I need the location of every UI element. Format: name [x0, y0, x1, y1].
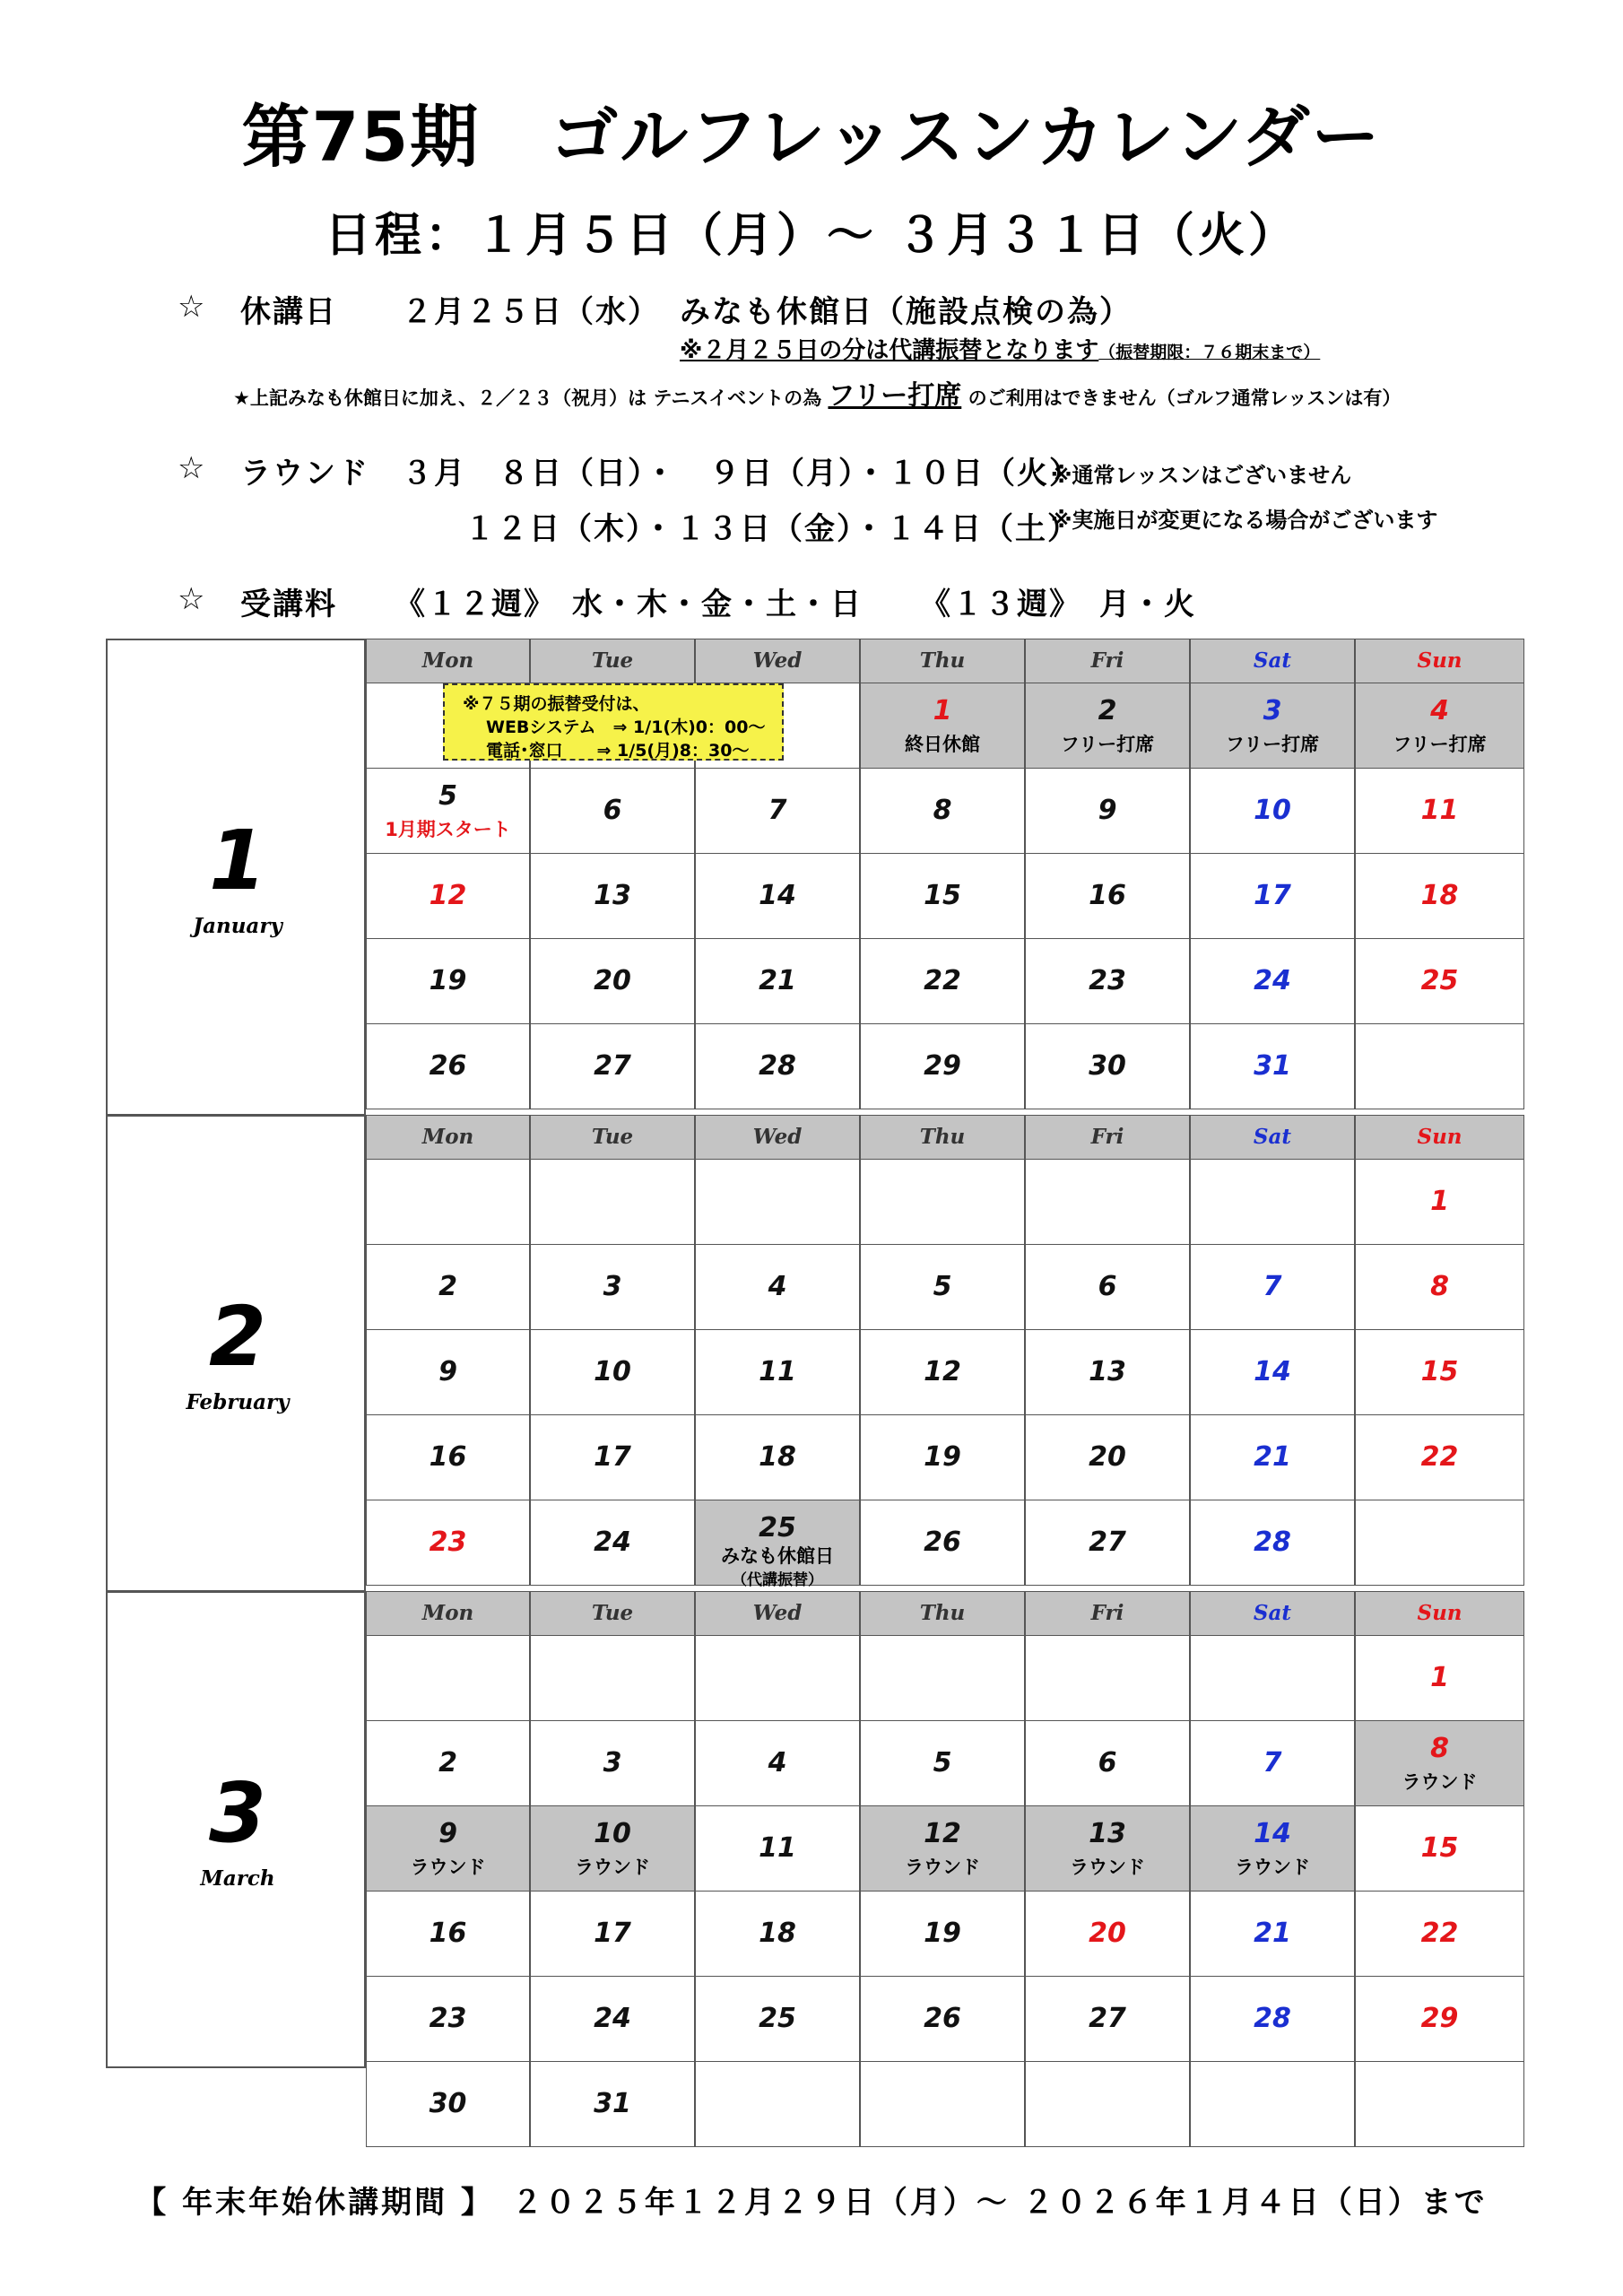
day-number: 2 — [438, 1271, 457, 1302]
day-number: 23 — [429, 1526, 467, 1558]
day-number: 24 — [1254, 965, 1291, 996]
day-note: フリー打席 — [1225, 734, 1320, 755]
notice-line-3: 電話･窓口 ⇒ 1/5(月)8：30～ — [486, 741, 750, 761]
day-number: 17 — [1254, 880, 1291, 911]
weekday-header: Mon — [366, 639, 530, 683]
day-number: 22 — [1420, 1918, 1459, 1949]
day-cell — [1025, 1805, 1190, 1892]
day-number: 25 — [759, 1512, 796, 1544]
day-cell — [1025, 1635, 1190, 1721]
day-cell — [1025, 1244, 1190, 1330]
day-cell — [695, 1635, 860, 1721]
month-block — [106, 1115, 1524, 1592]
day-number: 4 — [1430, 695, 1449, 726]
day-cell — [860, 1244, 1025, 1330]
weekday-header: Thu — [860, 639, 1025, 683]
weekday-header: Tue — [530, 639, 695, 683]
day-number: 20 — [1089, 1441, 1126, 1473]
day-cell — [530, 1635, 695, 1721]
day-cell — [1355, 1805, 1524, 1892]
holiday-note — [680, 332, 1320, 365]
day-number: 17 — [594, 1918, 631, 1949]
day-number: 25 — [759, 2003, 796, 2034]
day-number: 11 — [759, 1832, 796, 1864]
day-number: 6 — [1098, 1271, 1117, 1302]
day-number: 7 — [768, 795, 787, 826]
day-cell — [1190, 1159, 1355, 1245]
makeup-notice — [443, 683, 784, 761]
day-cell — [1025, 853, 1190, 939]
day-cell — [366, 1805, 530, 1892]
day-cell — [1355, 938, 1524, 1024]
day-cell — [530, 1891, 695, 1977]
weekday-header: Sun — [1355, 639, 1524, 683]
day-cell — [530, 1329, 695, 1415]
day-number: 6 — [603, 795, 622, 826]
day-number: 3 — [603, 1271, 622, 1302]
day-cell — [860, 1720, 1025, 1806]
day-cell — [695, 853, 860, 939]
day-number: 2 — [1098, 695, 1117, 726]
weekday-header: Sat — [1190, 1115, 1355, 1160]
day-number: 14 — [759, 880, 796, 911]
day-number: 17 — [594, 1441, 631, 1473]
day-number: 13 — [1089, 1818, 1126, 1849]
day-number: 1 — [933, 695, 952, 726]
day-number: 8 — [933, 795, 952, 826]
day-number: 28 — [759, 1050, 796, 1082]
weekday-header: Tue — [530, 1115, 695, 1160]
fee-12-weeks: 《１２週》 — [395, 587, 556, 622]
fee-13-days: 月・火 — [1099, 587, 1196, 622]
day-cell — [860, 1805, 1025, 1892]
day-number: 7 — [1263, 1271, 1282, 1302]
page-title: 第75期 ゴルフレッスンカレンダー — [241, 97, 1382, 177]
day-cell — [695, 1023, 860, 1109]
day-number: 29 — [924, 1050, 961, 1082]
holiday-note-main: ※２月２５日の分は代講振替となります — [680, 337, 1099, 364]
day-number: 13 — [1089, 1356, 1126, 1387]
weekday-header: Wed — [695, 1115, 860, 1160]
holiday-extra-post: のご利用はできません（ゴルフ通常レッスンは有） — [961, 387, 1402, 409]
weekday-header: Fri — [1025, 1115, 1190, 1160]
day-cell — [1190, 683, 1355, 769]
day-number: 19 — [429, 965, 467, 996]
round-dates-2: １２日（木）・１３日（金）・１４日（土） — [464, 511, 1080, 547]
day-number: 26 — [924, 2003, 961, 2034]
day-cell — [366, 1891, 530, 1977]
month-number: 1 — [208, 813, 266, 909]
day-cell — [530, 2061, 695, 2147]
day-number: 1 — [1430, 1662, 1449, 1693]
day-number: 5 — [933, 1747, 952, 1779]
day-cell — [695, 1720, 860, 1806]
day-cell — [1190, 1414, 1355, 1500]
weekday-header: Wed — [695, 639, 860, 683]
day-number: 18 — [1420, 880, 1459, 911]
day-cell — [366, 1023, 530, 1109]
day-number: 9 — [438, 1356, 457, 1387]
day-cell — [366, 1159, 530, 1245]
day-cell — [1025, 1720, 1190, 1806]
day-number: 28 — [1254, 1526, 1291, 1558]
day-number: 20 — [1089, 1918, 1126, 1949]
day-cell — [1355, 2061, 1524, 2147]
month-name: March — [200, 1866, 275, 1891]
day-number: 12 — [924, 1356, 961, 1387]
day-note: フリー打席 — [1393, 734, 1487, 755]
day-cell — [1355, 1023, 1524, 1109]
weekday-header: Sun — [1355, 1115, 1524, 1160]
day-number: 15 — [924, 880, 961, 911]
day-cell — [695, 1891, 860, 1977]
month-name: January — [193, 914, 282, 938]
day-cell — [1025, 1159, 1190, 1245]
day-number: 12 — [924, 1818, 961, 1849]
day-cell — [695, 1329, 860, 1415]
day-number: 10 — [594, 1818, 631, 1849]
day-number: 14 — [1254, 1356, 1291, 1387]
day-cell — [1355, 1976, 1524, 2062]
day-cell — [366, 1720, 530, 1806]
weekday-header: Thu — [860, 1115, 1025, 1160]
day-cell — [1190, 2061, 1355, 2147]
day-number: 29 — [1420, 2003, 1459, 2034]
day-cell — [860, 1891, 1025, 1977]
fee-12-days: 水・木・金・土・日 — [572, 587, 863, 622]
day-number: 20 — [594, 965, 631, 996]
day-cell — [860, 853, 1025, 939]
day-cell — [1355, 1635, 1524, 1721]
day-number: 6 — [1098, 1747, 1117, 1779]
day-number: 3 — [1263, 695, 1282, 726]
day-cell — [1355, 1720, 1524, 1806]
day-number: 16 — [1089, 880, 1126, 911]
day-number: 27 — [594, 1050, 631, 1082]
day-number: 5 — [933, 1271, 952, 1302]
holiday-date: ２月２５日（水） — [402, 294, 660, 330]
day-number: 18 — [759, 1918, 796, 1949]
day-number: 21 — [1254, 1441, 1291, 1473]
day-cell — [366, 1414, 530, 1500]
day-number: 21 — [759, 965, 796, 996]
day-cell — [1355, 768, 1524, 854]
day-cell — [1025, 683, 1190, 769]
day-cell — [1190, 768, 1355, 854]
day-number: 26 — [429, 1050, 467, 1082]
day-note: ラウンド — [410, 1857, 486, 1878]
day-number: 10 — [1254, 795, 1291, 826]
day-cell — [695, 1414, 860, 1500]
day-number: 13 — [594, 880, 631, 911]
day-number: 11 — [1420, 795, 1459, 826]
day-cell — [860, 938, 1025, 1024]
day-cell — [860, 1976, 1025, 2062]
day-cell — [366, 1244, 530, 1330]
day-cell — [695, 1976, 860, 2062]
weekday-header: Wed — [695, 1591, 860, 1636]
month-block — [106, 639, 1524, 1116]
round-label: ラウンド — [240, 456, 369, 491]
day-note: ラウンド — [1235, 1857, 1310, 1878]
day-cell — [530, 853, 695, 939]
holiday-reason: みなも休館日（施設点検の為） — [680, 294, 1132, 330]
day-number: 14 — [1254, 1818, 1291, 1849]
day-number: 8 — [1430, 1271, 1449, 1302]
day-cell — [860, 683, 1025, 769]
day-cell — [366, 938, 530, 1024]
day-cell — [695, 2061, 860, 2147]
day-cell — [860, 768, 1025, 854]
day-cell — [366, 1635, 530, 1721]
day-number: 22 — [924, 965, 961, 996]
day-cell — [1190, 1329, 1355, 1415]
schedule-range: 日程：１月５日（月）～ ３月３１日（火） — [324, 209, 1299, 263]
day-cell — [366, 768, 530, 854]
day-cell — [1025, 2061, 1190, 2147]
lesson-calendar — [106, 639, 1524, 2158]
day-number: 1 — [1430, 1186, 1449, 1217]
day-cell — [860, 1159, 1025, 1245]
day-number: 10 — [594, 1356, 631, 1387]
day-number: 30 — [1089, 1050, 1126, 1082]
day-cell — [1355, 853, 1524, 939]
day-cell — [366, 2061, 530, 2147]
round-note-1: ※通常レッスンはございません — [1051, 463, 1352, 488]
month-number: 3 — [208, 1765, 266, 1861]
day-cell — [1025, 1023, 1190, 1109]
month-name: February — [186, 1390, 290, 1414]
holiday-extra — [233, 373, 1401, 413]
day-cell — [1190, 1976, 1355, 2062]
day-cell — [1190, 1500, 1355, 1586]
notice-line-2: WEBシステム ⇒ 1/1(木)0：00～ — [486, 718, 766, 737]
notice-line-1: ※７５期の振替受付は、 — [463, 694, 650, 714]
day-cell — [530, 1159, 695, 1245]
day-cell — [1355, 1329, 1524, 1415]
weekday-header: Fri — [1025, 1591, 1190, 1636]
day-number: 24 — [594, 1526, 631, 1558]
day-cell — [695, 938, 860, 1024]
day-number: 2 — [438, 1747, 457, 1779]
year-end-holiday: 【 年末年始休講期間 】 ２０２５年１２月２９日（月）～ ２０２６年１月４日（日）まで — [135, 2185, 1488, 2221]
day-cell — [1025, 1891, 1190, 1977]
day-note: みなも休館日 — [721, 1545, 834, 1567]
day-cell — [530, 1976, 695, 2062]
day-cell — [860, 2061, 1025, 2147]
day-note: ラウンド — [1070, 1857, 1145, 1878]
weekday-header: Mon — [366, 1591, 530, 1636]
day-cell — [530, 938, 695, 1024]
day-number: 4 — [768, 1747, 787, 1779]
day-number: 16 — [429, 1918, 467, 1949]
day-number: 27 — [1089, 1526, 1126, 1558]
day-cell — [530, 1805, 695, 1892]
weekday-header: Sun — [1355, 1591, 1524, 1636]
day-cell — [1355, 1244, 1524, 1330]
day-cell — [1190, 1244, 1355, 1330]
month-block — [106, 1591, 1524, 2119]
holiday-note-small: （振替期限：７６期末まで） — [1098, 343, 1321, 362]
day-number: 5 — [438, 780, 457, 812]
day-cell — [1190, 1635, 1355, 1721]
weekday-header: Mon — [366, 1115, 530, 1160]
day-cell — [1025, 1500, 1190, 1586]
day-cell — [1025, 768, 1190, 854]
day-cell — [366, 1976, 530, 2062]
day-number: 8 — [1430, 1733, 1449, 1764]
day-note: ラウンド — [575, 1857, 650, 1878]
day-number: 23 — [429, 2003, 467, 2034]
day-number: 4 — [768, 1271, 787, 1302]
day-cell — [530, 1244, 695, 1330]
star-icon: ☆ — [178, 581, 205, 617]
day-number: 15 — [1420, 1832, 1459, 1864]
day-cell — [695, 768, 860, 854]
day-cell — [1355, 1500, 1524, 1586]
weekday-header: Sat — [1190, 1591, 1355, 1636]
weekday-header: Sat — [1190, 639, 1355, 683]
day-cell — [530, 1500, 695, 1586]
day-cell — [1190, 1891, 1355, 1977]
day-cell — [1190, 1720, 1355, 1806]
holiday-extra-emphasis: フリー打席 — [828, 380, 962, 412]
star-icon: ☆ — [178, 289, 205, 325]
day-cell — [1190, 1805, 1355, 1892]
weekday-header: Tue — [530, 1591, 695, 1636]
day-number: 19 — [924, 1918, 961, 1949]
day-number: 27 — [1089, 2003, 1126, 2034]
month-label — [106, 639, 366, 1116]
day-number: 19 — [924, 1441, 961, 1473]
day-cell — [366, 1500, 530, 1586]
day-cell — [366, 853, 530, 939]
day-cell — [695, 1500, 860, 1589]
day-cell — [1025, 1329, 1190, 1415]
day-cell — [860, 1500, 1025, 1586]
day-cell — [1355, 1414, 1524, 1500]
day-number: 7 — [1263, 1747, 1282, 1779]
day-note: ラウンド — [905, 1857, 980, 1878]
day-number: 21 — [1254, 1918, 1291, 1949]
day-number: 11 — [759, 1356, 796, 1387]
day-note: ラウンド — [1402, 1771, 1478, 1793]
fee-label: 受講料 — [240, 587, 337, 622]
day-number: 23 — [1089, 965, 1126, 996]
day-number: 16 — [429, 1441, 467, 1473]
day-number: 24 — [594, 2003, 631, 2034]
month-label — [106, 1115, 366, 1592]
day-note: 終日休館 — [905, 734, 980, 755]
day-cell — [1355, 1159, 1524, 1245]
month-number: 2 — [208, 1289, 266, 1385]
day-number: 22 — [1420, 1441, 1459, 1473]
holiday-extra-pre: ★上記みなも休館日に加え、２／２３（祝月）は テニスイベントの為 — [233, 387, 829, 409]
day-number: 26 — [924, 1526, 961, 1558]
day-cell — [530, 1720, 695, 1806]
day-note: フリー打席 — [1060, 734, 1155, 755]
day-number: 3 — [603, 1747, 622, 1779]
month-label — [106, 1591, 366, 2068]
day-number: 18 — [759, 1441, 796, 1473]
holiday-label: 休講日 — [240, 294, 337, 330]
star-icon: ☆ — [178, 450, 205, 486]
day-cell — [366, 1329, 530, 1415]
day-number: 9 — [1098, 795, 1117, 826]
day-cell — [530, 1414, 695, 1500]
day-cell — [695, 1244, 860, 1330]
day-number: 9 — [438, 1818, 457, 1849]
day-cell — [1190, 938, 1355, 1024]
day-number: 12 — [429, 880, 467, 911]
day-cell — [530, 768, 695, 854]
day-note: 1月期スタート — [385, 819, 511, 840]
day-cell — [1355, 1891, 1524, 1977]
day-number: 31 — [594, 2088, 631, 2119]
day-cell — [1025, 1414, 1190, 1500]
day-cell — [1025, 1976, 1190, 2062]
day-cell — [1190, 1023, 1355, 1109]
day-cell — [695, 1805, 860, 1892]
day-number: 31 — [1254, 1050, 1291, 1082]
day-cell — [530, 1023, 695, 1109]
round-note-2: ※実施日が変更になる場合がございます — [1051, 508, 1438, 533]
weekday-header: Thu — [860, 1591, 1025, 1636]
fee-13-weeks: 《１３週》 — [920, 587, 1081, 622]
weekday-header: Fri — [1025, 639, 1190, 683]
day-cell — [860, 1414, 1025, 1500]
day-number: 25 — [1420, 965, 1459, 996]
day-cell — [860, 1023, 1025, 1109]
round-dates-1: ３月 ８日（日）・ ９日（月）・１０日（火） — [402, 456, 1081, 491]
day-cell — [1190, 853, 1355, 939]
day-cell — [1355, 683, 1524, 769]
day-number: 15 — [1420, 1356, 1459, 1387]
day-cell — [1025, 938, 1190, 1024]
day-number: 28 — [1254, 2003, 1291, 2034]
day-cell — [695, 1159, 860, 1245]
day-number: 30 — [429, 2088, 467, 2119]
day-subnote: （代講振替） — [732, 1571, 823, 1589]
day-cell — [860, 1329, 1025, 1415]
day-cell — [860, 1635, 1025, 1721]
